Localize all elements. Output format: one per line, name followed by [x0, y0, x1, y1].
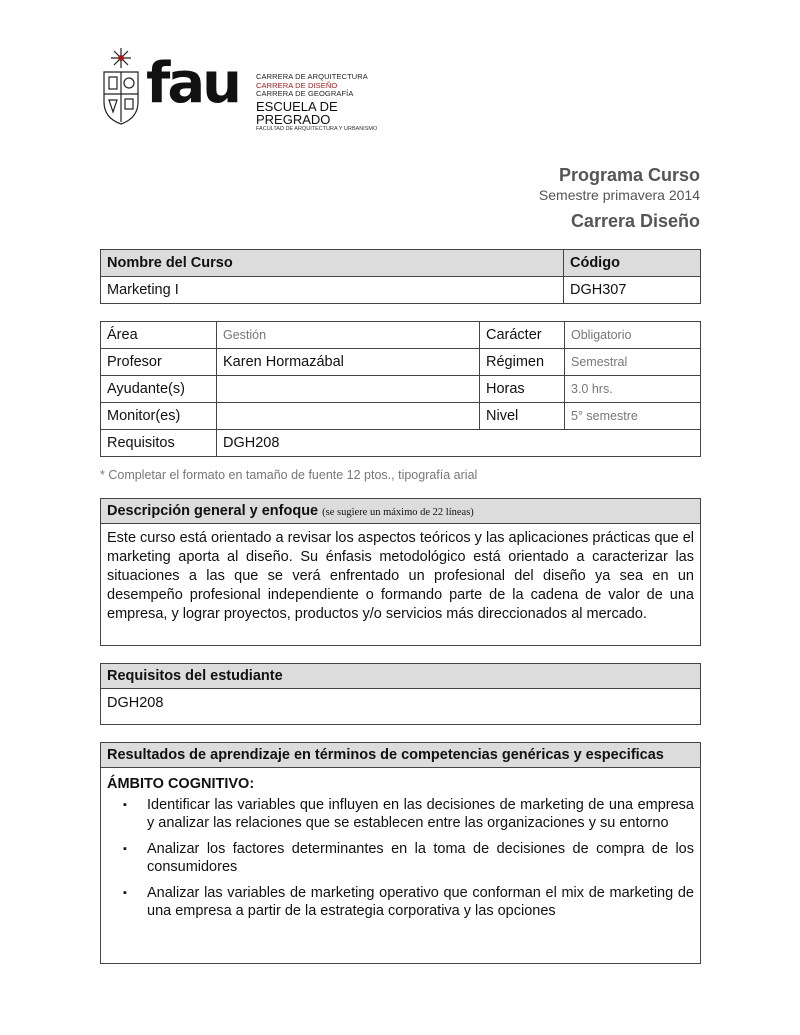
faculty-logo — [100, 46, 400, 130]
bullet-icon: ▪ — [123, 799, 127, 811]
university-crest-icon — [100, 46, 142, 126]
description-title: Descripción general y enfoque — [107, 503, 319, 519]
course-name-header: Nombre del Curso — [101, 250, 564, 277]
course-code-value: DGH307 — [564, 277, 701, 304]
student-requirements-body: DGH208 — [107, 695, 164, 711]
ayudante-label: Ayudante(s) — [101, 376, 217, 403]
nivel-label: Nivel — [480, 403, 565, 430]
requisitos-label: Requisitos — [101, 430, 217, 457]
horas-label: Horas — [480, 376, 565, 403]
area-value: Gestión — [217, 322, 480, 349]
results-list — [101, 796, 700, 920]
list-item-text: Analizar los factores determinantes en la toma de decisiones de compra de los consumidores — [147, 841, 694, 875]
monitor-value — [217, 403, 480, 430]
faculty-name: FACULTAD DE ARQUITECTURA Y URBANISMO — [256, 125, 378, 132]
course-table — [100, 249, 701, 304]
list-item — [101, 884, 700, 920]
student-requirements-title: Requisitos del estudiante — [101, 664, 700, 689]
requisitos-value: DGH208 — [217, 430, 701, 457]
bullet-icon: ▪ — [123, 887, 127, 899]
bullet-icon: ▪ — [123, 843, 127, 855]
list-item-text: Identificar las variables que influyen en las decisiones de marketing de una empresa y analizar las relaciones que se establecen entre las organizaciones y su entorno — [147, 797, 694, 831]
caracter-value: Obligatorio — [565, 322, 701, 349]
format-footnote: * Completar el formato en tamaño de fuente 12 ptos., tipografía arial — [100, 468, 478, 482]
career-title: Carrera Diseño — [570, 211, 700, 231]
ambito-heading: ÁMBITO COGNITIVO: — [107, 776, 255, 792]
caracter-label: Carácter — [480, 322, 565, 349]
description-note: (se sugiere un máximo de 22 líneas) — [322, 507, 474, 518]
student-requirements-section — [100, 663, 701, 725]
monitor-label: Monitor(es) — [101, 403, 217, 430]
list-item — [101, 796, 700, 832]
regimen-value: Semestral — [565, 349, 701, 376]
school-name: ESCUELA DE PREGRADO — [256, 98, 338, 127]
details-table — [100, 321, 701, 457]
career-geography: CARRERA DE GEOGRAFÍA — [256, 89, 354, 98]
school-lines — [256, 73, 400, 132]
career-architecture: CARRERA DE ARQUITECTURA — [256, 72, 368, 81]
list-item-text: Analizar las variables de marketing operativo que conforman el mix de marketing de una empresa a partir de la estrategia corporativa y las opciones — [147, 885, 694, 919]
description-header — [101, 499, 700, 524]
profesor-value: Karen Hormazábal — [217, 349, 480, 376]
semester-label: Semestre primavera 2014 — [538, 187, 700, 203]
description-body: Este curso está orientado a revisar los aspectos teóricos y las aplicaciones prácticas que el marketing aporta al diseño. Su énfasis metodológico está orientado a caracterizar las situaciones a las que se verá enfrentado un profesional del diseño ya sea en un desempeño profesional independiente o formando parte de la cadena de valor de una empresa, y lograr proyectos, productos y/o servicios más direccionados al mercado. — [107, 530, 694, 622]
profesor-label: Profesor — [101, 349, 217, 376]
program-title: Programa Curso — [558, 165, 700, 185]
regimen-label: Régimen — [480, 349, 565, 376]
course-code-header: Código — [564, 250, 701, 277]
list-item — [101, 840, 700, 876]
fau-wordmark: fau — [146, 51, 240, 116]
area-label: Área — [101, 322, 217, 349]
nivel-value: 5° semestre — [565, 403, 701, 430]
ayudante-value — [217, 376, 480, 403]
horas-value: 3.0 hrs. — [565, 376, 701, 403]
description-section — [100, 498, 701, 646]
course-name-value: Marketing I — [101, 277, 564, 304]
learning-results-section — [100, 742, 701, 964]
learning-results-title: Resultados de aprendizaje en términos de competencias genéricas y especificas — [101, 743, 700, 768]
career-design: CARRERA DE DISEÑO — [256, 80, 338, 90]
